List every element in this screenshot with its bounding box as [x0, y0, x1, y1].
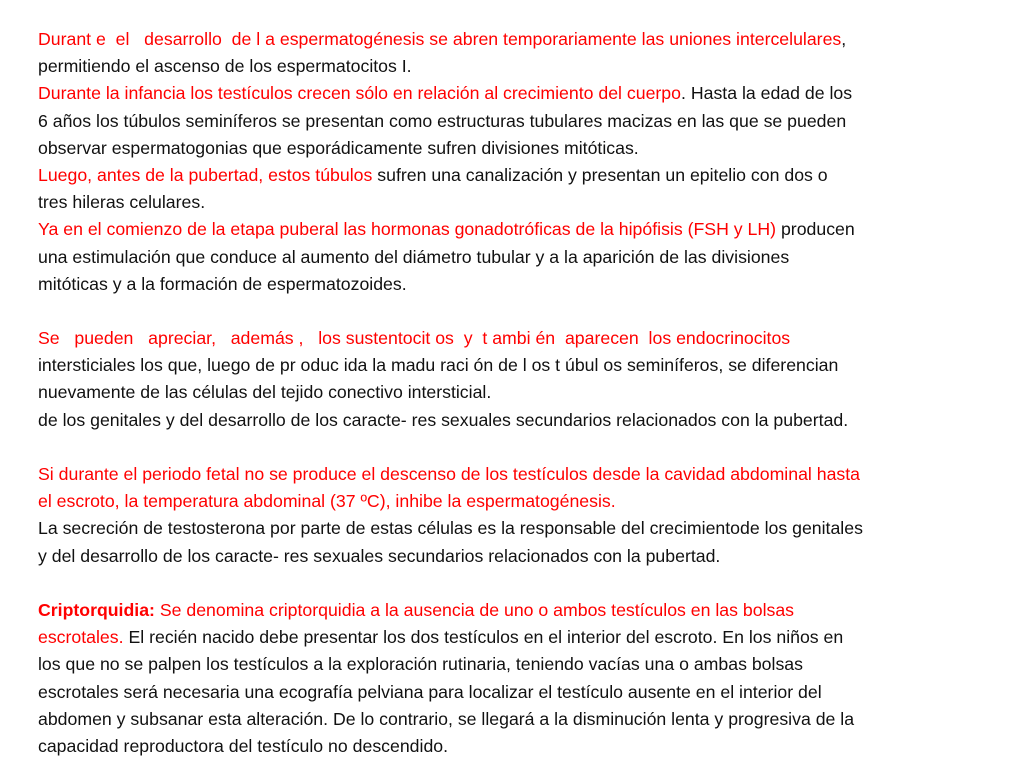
- p6-line-1: Si durante el periodo fetal no se produce el descenso de los testículos desde la cavidad abdominal hasta: [38, 464, 861, 484]
- p2-line-2: 6 años los túbulos seminíferos se presentan como estructuras tubulares macizas en las que se pueden: [38, 110, 847, 131]
- p2-red-text: Durante la infancia los testículos crecen sólo en relación al crecimiento del cuerpo: [38, 83, 681, 104]
- p4-black-text: producen: [776, 219, 855, 240]
- slide-text-body: [38, 26, 1008, 760]
- p7-line-6: capacidad reproductora del testículo no descendido.: [38, 735, 449, 756]
- p7-line-3: los que no se palpen los testículos a la exploración rutinaria, teniendo vacías una o ambas bolsas: [38, 654, 803, 675]
- p6-line-4: y del desarrollo de los caracte- res sexuales secundarios relacionados con la pubertad.: [38, 545, 721, 566]
- p7-red-text: Se denomina criptorquidia a la ausencia de uno o ambos testículos en las bolsas: [154, 599, 795, 620]
- p1-line-2: permitiendo el ascenso de los espermatocitos I.: [38, 56, 412, 77]
- criptorquidia-term: Criptorquidia:: [38, 599, 155, 620]
- p7-line-2: [38, 624, 1008, 651]
- p2-line-3: observar espermatogonias que esporádicamente sufren divisiones mitóticas.: [38, 137, 639, 158]
- p1-black-text: ,: [841, 29, 847, 49]
- spacer: [38, 570, 1008, 597]
- p2-black-text: . Hasta la edad de los: [681, 83, 853, 104]
- p2-line-1: [38, 80, 1008, 107]
- p5-line-3: nuevamente de las células del tejido conectivo intersticial.: [38, 382, 492, 403]
- p6-line-2: el escroto, la temperatura abdominal (37 ºC), inhibe la espermatogénesis.: [38, 491, 616, 512]
- p4-line-1: [38, 216, 1008, 243]
- spacer: [38, 298, 1008, 325]
- p4-red-text: Ya en el comienzo de la etapa puberal las hormonas gonadotróficas de la hipófisis (FSH y LH): [38, 219, 777, 240]
- p3-black-text: sufren una canalización y presentan un epitelio con dos o: [372, 164, 828, 185]
- p6-line-3: La secreción de testosterona por parte de estas células es la responsable del crecimientode los genitales: [38, 518, 863, 539]
- p7-red-text-2: escrotales.: [38, 627, 124, 648]
- p5-line-2: intersticiales los que, luego de pr oduc ida la madu raci ón de l os t úbul os seminíferos, se diferencian: [38, 355, 839, 376]
- p5-line-4: de los genitales y del desarrollo de los caracte- res sexuales secundarios relacionados con la pubertad.: [38, 409, 849, 430]
- p3-line-1: [38, 162, 1008, 189]
- p7-line-4: escrotales será necesaria una ecografía pelviana para localizar el testículo ausente en el interior del: [38, 681, 822, 702]
- p1-line-1: [38, 26, 1008, 53]
- spacer: [38, 434, 1008, 461]
- p7-black-text: El recién nacido debe presentar los dos testículos en el interior del escroto. En los niños en: [123, 627, 844, 648]
- p4-line-2: una estimulación que conduce al aumento del diámetro tubular y a la aparición de las divisiones: [38, 246, 790, 267]
- p5-line-1: Se pueden apreciar, además , los sustentocit os y t ambi én aparecen los endocrinocitos: [38, 328, 791, 349]
- p4-line-3: mitóticas y a la formación de espermatozoides.: [38, 273, 407, 294]
- p7-line-1: [38, 597, 1008, 624]
- p7-line-5: abdomen y subsanar esta alteración. De lo contrario, se llegará a la disminución lenta y progresiva de la: [38, 708, 855, 729]
- p1-red-text: Durant e el desarrollo de l a espermatogénesis se abren temporariamente las uniones intercelulares: [38, 29, 842, 49]
- p3-red-text: Luego, antes de la pubertad, estos túbulos: [38, 164, 373, 185]
- p3-line-2: tres hileras celulares.: [38, 192, 206, 213]
